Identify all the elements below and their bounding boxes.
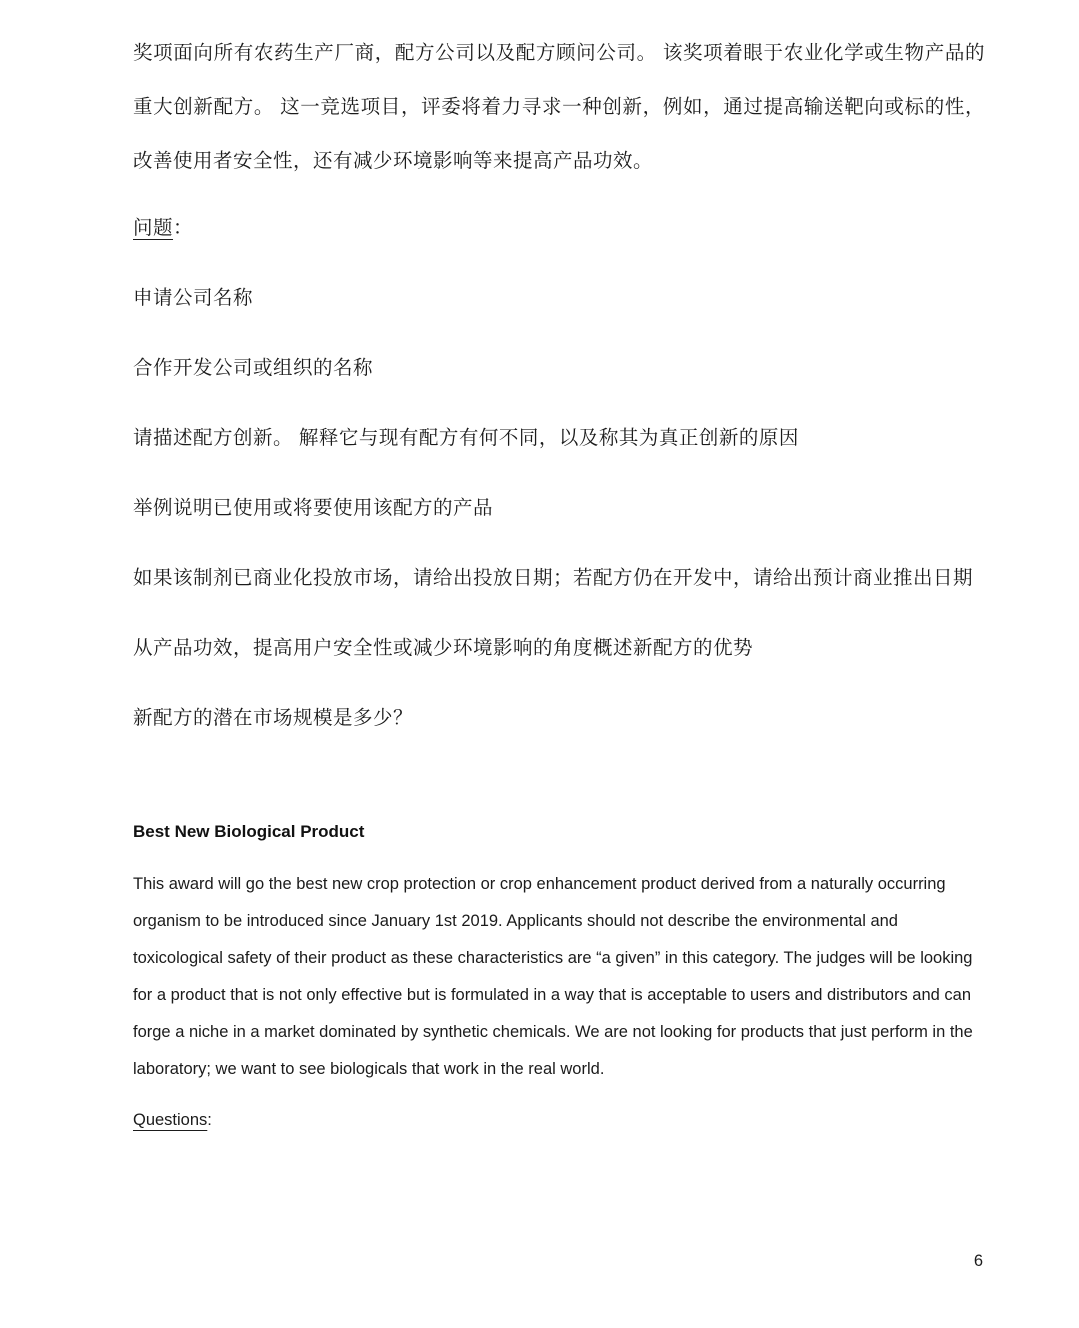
section-body-paragraph: This award will go the best new crop protection or crop enhancement product derived from a naturally occurring organism to be introduced since January 1st 2019. Applicants should not describe the environmental and toxicological safety of their product as these characteristics are “a given” in this category. The judges will be looking for a product that is not only effective but is formulated in a way that is acceptable to users and distributors and can forge a niche in a market dominated by synthetic chemicals. We are not looking for products that just perform in the laboratory; we want to see biologicals that work in the real world.	[133, 875, 973, 1078]
question-item-applicant-company: 申请公司名称	[133, 287, 254, 309]
question-item-launch-date: 如果该制剂已商业化投放市场，请给出投放日期；若配方仍在开发中，请给出预计商业推出日期	[133, 567, 974, 589]
questions-cn-heading-label: 问题	[133, 217, 174, 239]
question-item-partner-organization: 合作开发公司或组织的名称	[133, 357, 374, 379]
page-number: 6	[973, 1252, 983, 1270]
questions-en-heading-colon: :	[207, 1111, 212, 1129]
questions-en-heading-label: Questions	[133, 1111, 208, 1129]
questions-cn-heading	[133, 201, 985, 255]
question-item-advantages: 从产品功效，提高用户安全性或减少环境影响的角度概述新配方的优势	[133, 637, 754, 659]
section-heading-best-new-biological-product: Best New Biological Product	[133, 822, 365, 841]
questions-en-heading	[133, 1102, 985, 1139]
questions-cn-heading-colon: ：	[173, 217, 194, 239]
question-item-market-size: 新配方的潜在市场规模是多少？	[133, 707, 414, 729]
question-item-example-products: 举例说明已使用或将要使用该配方的产品	[133, 497, 494, 519]
intro-paragraph: 奖项面向所有农药生产厂商，配方公司以及配方顾问公司。 该奖项着眼于农业化学或生物产品的重大创新配方。 这一竞选项目，评委将着力寻求一种创新，例如，通过提高输送靶向或标的性，改善使用者安全性，还有减少环境影响等来提高产品功效。	[133, 42, 985, 172]
question-item-describe-innovation: 请描述配方创新。 解释它与现有配方有何不同，以及称其为真正创新的原因	[133, 427, 799, 449]
